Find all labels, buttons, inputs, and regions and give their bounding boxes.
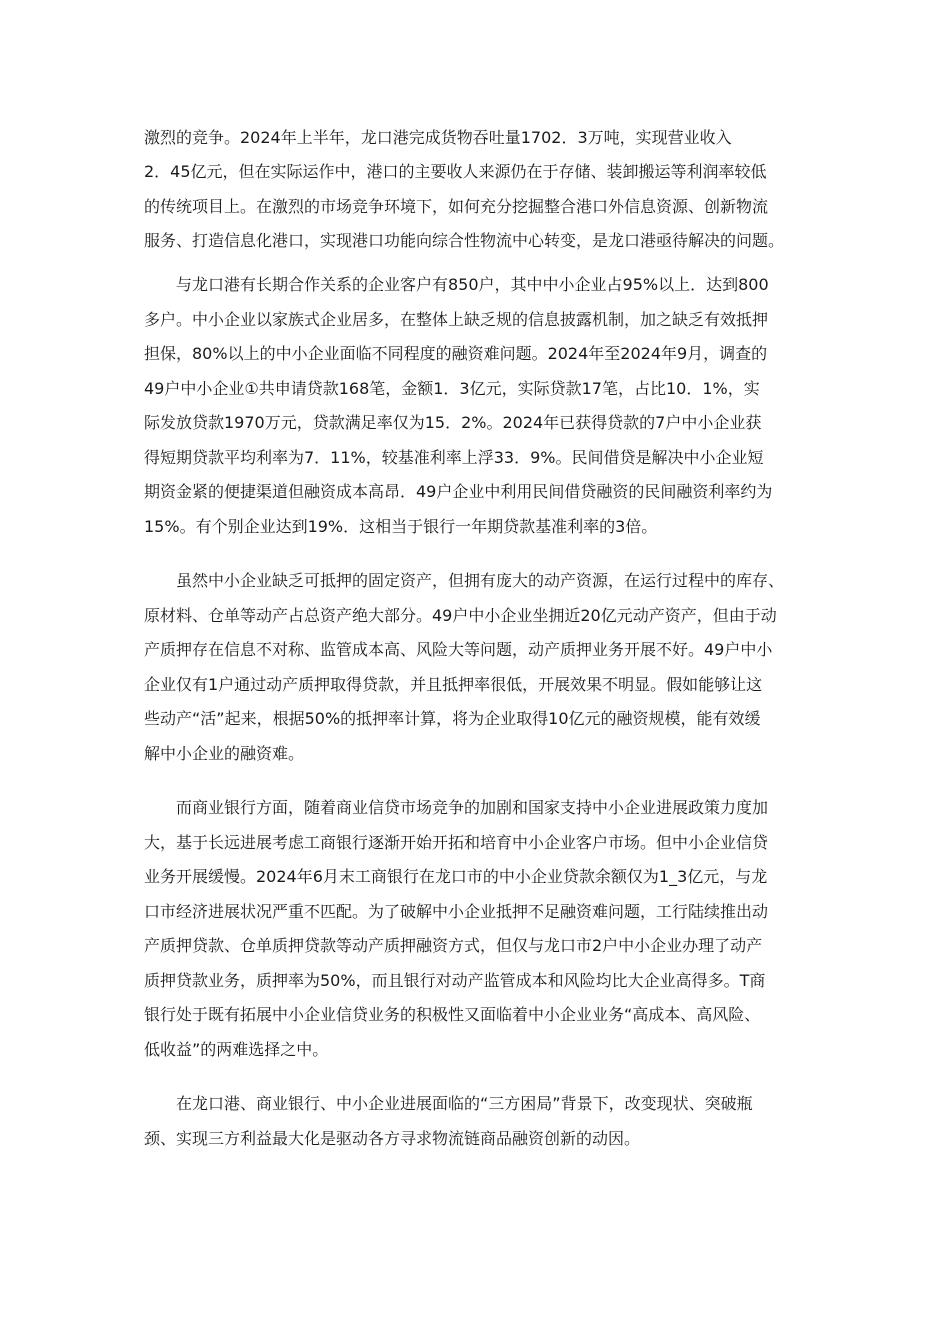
paragraph-4-line-5: 产质押贷款、仓单质押贷款等动产质押融资方式，但仅与龙口市2户中小企业办理了动产 xyxy=(144,936,763,955)
paragraph-4-line-6: 质押贷款业务，质押率为50%，而且银行对动产监管成本和风险均比大企业高得多。T商 xyxy=(144,971,766,990)
paragraph-4-line-3: 业务开展缓慢。2024年6月末工商银行在龙口市的中小企业贷款余额仅为1_3亿元，与龙 xyxy=(144,867,768,886)
paragraph-4-line-2: 大，基于长远进展考虑工商银行逐渐开始开拓和培育中小企业客户市场。但中小企业信贷 xyxy=(144,833,769,852)
paragraph-3-line-5: 些动产“活”起来，根据50%的抵押率计算，将为企业取得10亿元的融资规模，能有效缓 xyxy=(144,709,761,728)
paragraph-2-line-3: 担保，80%以上的中小企业面临不同程度的融资难问题。2024年至2024年9月，调查的 xyxy=(144,344,768,363)
paragraph-1-line-2: 2．45亿元，但在实际运作中，港口的主要收人来源仍在于存储、装卸搬运等利润率较低 xyxy=(144,162,767,181)
paragraph-1-line-1: 激烈的竞争。2024年上半年，龙口港完成货物吞吐量1702．3万吨，实现营业收入 xyxy=(144,128,732,147)
paragraph-2-line-6: 得短期贷款平均利率为7．11%，较基准利率上浮33．9%。民间借贷是解决中小企业短 xyxy=(144,448,764,467)
paragraph-2-line-1: 与龙口港有长期合作关系的企业客户有850户，其中中小企业占95%以上．达到800 xyxy=(176,275,769,294)
paragraph-5-line-1: 在龙口港、商业银行、中小企业进展面临的“三方困局”背景下，改变现状、突破瓶 xyxy=(176,1094,753,1113)
paragraph-2-line-8: 15%。有个别企业达到19%．这相当于银行一年期贷款基准利率的3倍。 xyxy=(144,517,658,536)
paragraph-4-line-1: 而商业银行方面，随着商业信贷市场竞争的加剧和国家支持中小企业进展政策力度加 xyxy=(176,798,769,817)
paragraph-1-line-3: 的传统项目上。在激烈的市场竞争环境下，如何充分挖掘整合港口外信息资源、创新物流 xyxy=(144,197,769,216)
paragraph-4-line-4: 口市经济进展状况严重不匹配。为了破解中小企业抵押不足融资难问题，工行陆续推出动 xyxy=(144,902,769,921)
paragraph-2-line-2: 多户。中小企业以家族式企业居多，在整体上缺乏规的信息披露机制，加之缺乏有效抵押 xyxy=(144,310,769,329)
paragraph-3-line-2: 原材料、仓单等动产占总资产绝大部分。49户中小企业坐拥近20亿元动产资产，但由于动 xyxy=(144,606,777,625)
paragraph-3-line-1: 虽然中小企业缺乏可抵押的固定资产，但拥有庞大的动产资源，在运行过程中的库存、 xyxy=(176,571,785,590)
paragraph-4-line-7: 银行处于既有拓展中小企业信贷业务的积极性又面临着中小企业业务“高成本、高风险、 xyxy=(144,1005,761,1024)
paragraph-2-line-5: 际发放贷款1970万元，贷款满足率仅为15．2%。2024年已获得贷款的7户中小企业获 xyxy=(144,413,762,432)
paragraph-2-line-4: 49户中小企业①共申请贷款168笔，金额1．3亿元，实际贷款17笔，占比10．1%，实 xyxy=(144,379,760,398)
paragraph-2-line-7: 期资金紧的便捷渠道但融资成本高昂．49户企业中利用民间借贷融资的民间融资利率约为 xyxy=(144,482,773,501)
paragraph-3-line-4: 企业仅有1户通过动产质押取得贷款，并且抵押率很低，开展效果不明显。假如能够让这 xyxy=(144,675,763,694)
paragraph-1-line-4: 服务、打造信息化港口，实现港口功能向综合性物流中心转变，是龙口港亟待解决的问题。 xyxy=(144,231,785,250)
paragraph-4-line-8: 低收益”的两难选择之中。 xyxy=(144,1040,329,1059)
paragraph-3-line-3: 产质押存在信息不对称、监管成本高、风险大等问题，动产质押业务开展不好。49户中小 xyxy=(144,640,773,659)
paragraph-3-line-6: 解中小企业的融资难。 xyxy=(144,744,305,763)
paragraph-5-line-2: 颈、实现三方利益最大化是驱动各方寻求物流链商品融资创新的动因。 xyxy=(144,1129,641,1148)
